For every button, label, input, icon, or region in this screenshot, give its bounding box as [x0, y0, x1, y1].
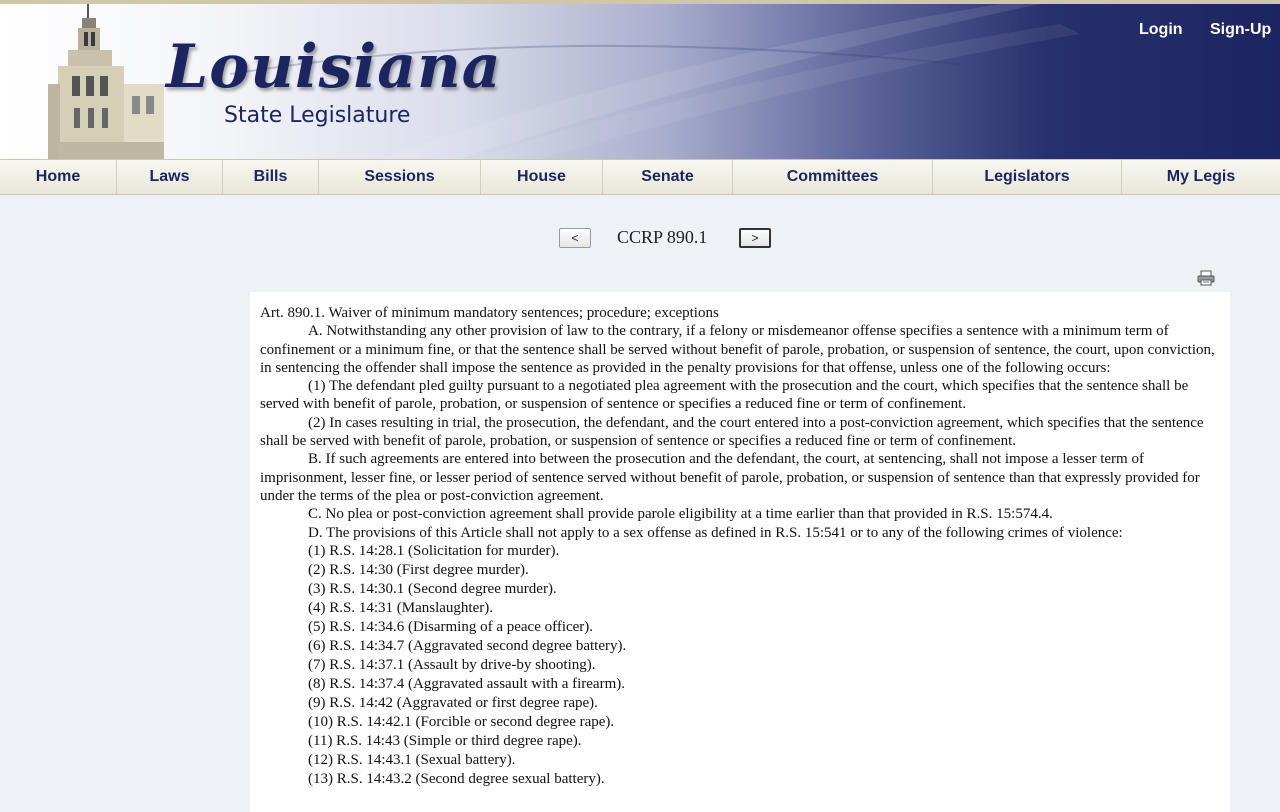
nav-item-legislators[interactable]: Legislators [933, 160, 1122, 194]
list-item: (9) R.S. 14:42 (Aggravated or first degree rape). [308, 694, 598, 711]
nav-item-house[interactable]: House [481, 160, 603, 194]
capitol-building-icon [28, 4, 168, 159]
nav-item-committees[interactable]: Committees [733, 160, 933, 194]
list-item: (5) R.S. 14:34.6 (Disarming of a peace officer). [308, 618, 594, 635]
list-item: (2) R.S. 14:30 (First degree murder). [308, 561, 529, 578]
next-article-button[interactable]: > [739, 228, 771, 248]
list-item: (13) R.S. 14:43.2 (Second degree sexual battery). [308, 770, 605, 787]
nav-item-my-legis[interactable]: My Legis [1166, 168, 1236, 185]
list-item: (8) R.S. 14:37.4 (Aggravated assault with a firearm). [308, 675, 625, 692]
article-id: CCRP 890.1 [617, 227, 708, 247]
logo-title: Louisiana [166, 32, 502, 102]
nav-item-home[interactable]: Home [0, 160, 117, 194]
paragraph-b: B. If such agreements are entered into between the prosecution and the defendant, the court, at sentencing, shall not impose a lesser term of imprisonment, lesser fine, or lesser period of sentence served without benefit of parole, probation, or suspension of sentence than that expressly provided for under the terms of the plea or post-conviction agreement. [260, 451, 1200, 504]
logo-subtitle: State Legislature [224, 103, 411, 128]
list-item: (3) R.S. 14:30.1 (Second degree murder). [308, 580, 557, 597]
list-item: (10) R.S. 14:42.1 (Forcible or second degree rape). [308, 713, 615, 730]
list-item: (12) R.S. 14:43.1 (Sexual battery). [308, 751, 516, 768]
nav-item-bills[interactable]: Bills [223, 160, 319, 194]
paragraph-a1: (1) The defendant pled guilty pursuant to a negotiated plea agreement with the prosecution and the court, which specifies that the sentence shall be served with benefit of parole, probation, or suspension of sentence or specifies a reduced fine or term of confinement. [260, 378, 1189, 413]
previous-article-button[interactable]: < [559, 228, 591, 248]
article-title: Art. 890.1. Waiver of minimum mandatory sentences; procedure; exceptions [260, 305, 719, 321]
signup-link[interactable]: Sign-Up [1210, 21, 1272, 38]
site-banner [0, 4, 1280, 159]
list-item: (4) R.S. 14:31 (Manslaughter). [308, 599, 493, 616]
nav-item-sessions[interactable]: Sessions [319, 160, 481, 194]
nav-item-laws[interactable]: Laws [117, 160, 223, 194]
list-item: (1) R.S. 14:28.1 (Solicitation for murder). [308, 542, 560, 559]
paragraph-d: D. The provisions of this Article shall not apply to a sex offense as defined in R.S. 15:541 or to any of the following crimes of violence: [308, 524, 1123, 541]
paragraph-c: C. No plea or post-conviction agreement shall provide parole eligibility at a time earlier than that provided in R.S. 15:574.4. [308, 506, 1053, 523]
paragraph-a2: (2) In cases resulting in trial, the prosecution, the defendant, and the court entered into a post-conviction agreement, which specifies that the sentence shall be served with benefit of parole, probation, or suspension of sentence or specifies a reduced fine or term of confinement. [260, 414, 1204, 450]
main-nav [0, 159, 1280, 195]
list-item: (6) R.S. 14:34.7 (Aggravated second degree battery). [308, 637, 627, 654]
printer-icon[interactable] [1197, 270, 1215, 286]
login-link[interactable]: Login [1139, 21, 1183, 38]
paragraph-a: A. Notwithstanding any other provision of law to the contrary, if a felony or misdemeanor offense specifies a sentence with a minimum term of confinement or a minimum fine, or that the sentence shall be served without benefit of parole, probation, or suspension of sentence, the court, upon conviction, in sentencing the offender shall impose the sentence as provided in the penalty provisions for that offense, unless one of the following occurs: [260, 323, 1215, 376]
law-text-panel [250, 292, 1230, 812]
nav-item-senate[interactable]: Senate [603, 160, 733, 194]
list-item: (11) R.S. 14:43 (Simple or third degree rape). [308, 732, 582, 749]
list-item: (7) R.S. 14:37.1 (Assault by drive-by shooting). [308, 656, 596, 673]
